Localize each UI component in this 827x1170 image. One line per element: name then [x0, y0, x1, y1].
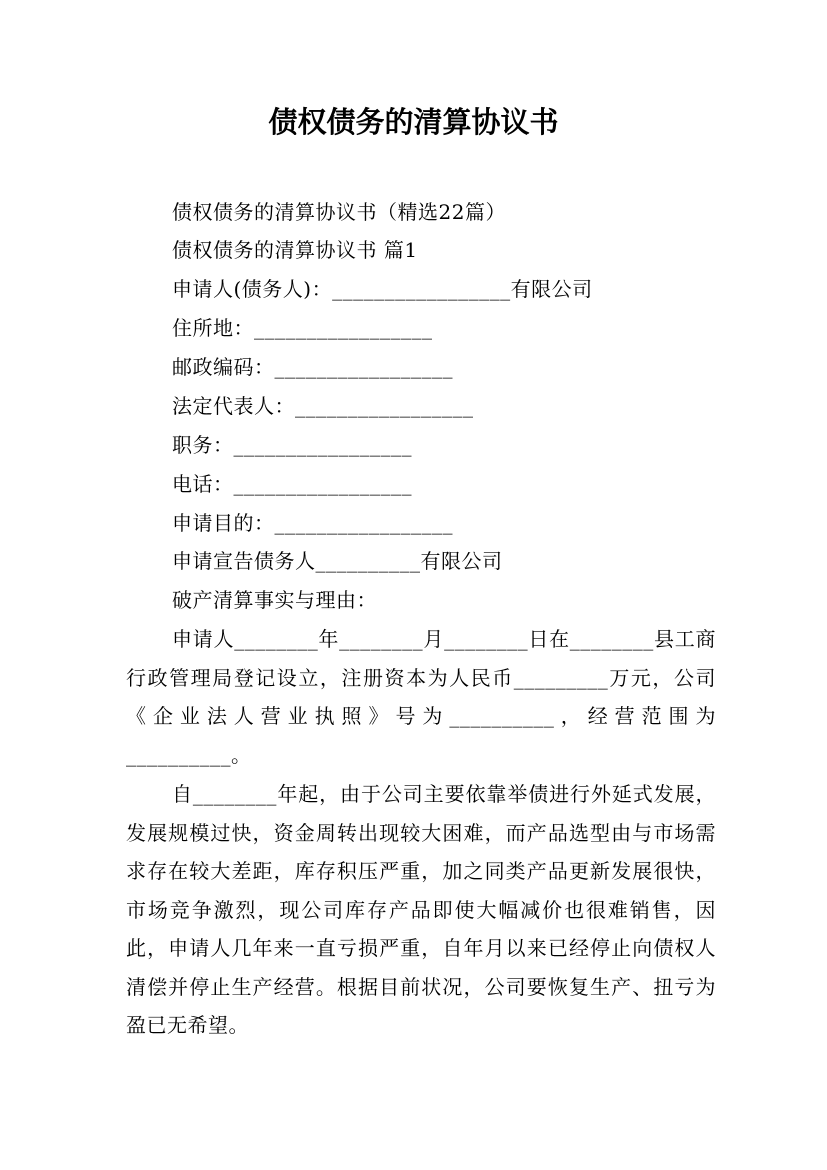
postcode-line: 邮政编码：_________________ [172, 355, 453, 379]
address-line: 住所地：_________________ [172, 316, 433, 340]
section-heading: 债权债务的清算协议书 篇1 [172, 238, 418, 262]
facts-heading: 破产清算事实与理由： [172, 588, 377, 612]
reasons-paragraph: 自________年起，由于公司主要依靠举债进行外延式发展，发展规模过快，资金周转出现较大困难，而产品选型由与市场需求存在较大差距，库存积压严重，加之同类产品更新发展很快，市场竞争激烈，现公司库存产品即使大幅减价也很难销售，因此，申请人几年来一直亏损严重，自年月以来已经停止向债权人清偿并停止生产经营。根据目前状况，公司要恢复生产、扭亏为盈已无希望。 [126, 782, 716, 1037]
position-line: 职务：_________________ [172, 433, 412, 457]
phone-line: 电话：_________________ [172, 472, 412, 496]
document-title: 债权债务的清算协议书 [268, 105, 559, 139]
purpose-line: 申请目的：_________________ [172, 511, 453, 535]
applicant-line: 申请人(债务人)：_________________有限公司 [172, 277, 593, 301]
legal-rep-line: 法定代表人：_________________ [172, 394, 474, 418]
subtitle-line: 债权债务的清算协议书（精选22篇） [172, 200, 506, 224]
declare-line: 申请宣告债务人__________有限公司 [172, 549, 503, 573]
registration-paragraph: 申请人________年________月________日在________县工商行政管理局登记设立，注册资本为人民币_________万元，公司《企业法人营业执照》号为__________，经营范围为__________。 [126, 627, 716, 767]
